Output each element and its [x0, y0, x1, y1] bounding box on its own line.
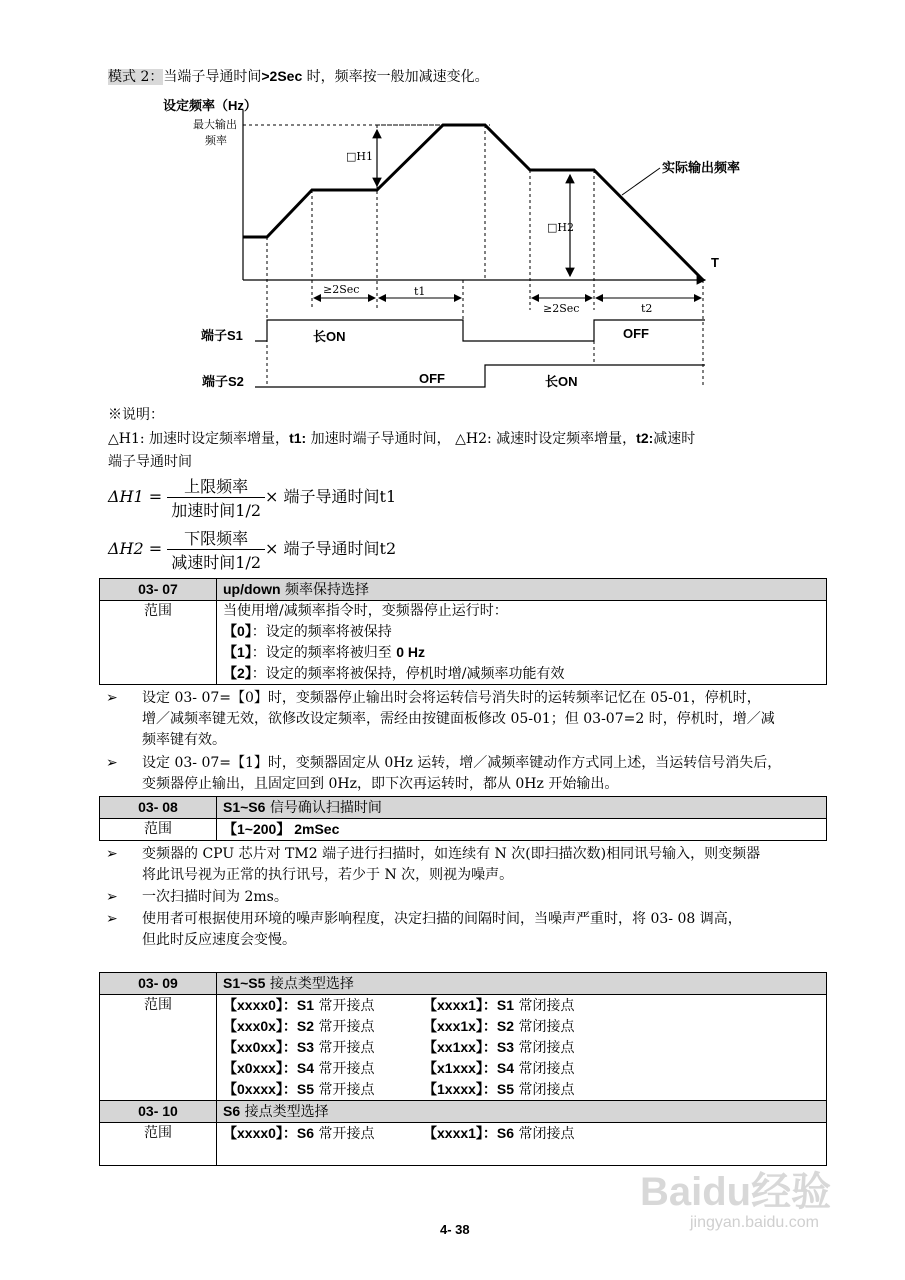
note-0308-0: ➢ 变频器的 CPU 芯片对 TM2 端子进行扫描时，如连续有 N 次(即扫描次数)相同讯号输入，则变频器 将此讯号视为正常的执行讯号，若少于 N 次，则视为噪声。 [106, 846, 761, 883]
watermark-url: jingyan.baidu.com [690, 1214, 819, 1231]
s2-label: 端子S2 [202, 374, 244, 389]
s2-waveform [255, 365, 705, 387]
actual-output-label: 实际输出频率 [662, 160, 741, 175]
note-0307-1: ➢ 设定 03- 07=【1】时，变频器固定从 0Hz 运转，增／减频率键动作方式同上述，当运转信号消失后， 变频器停止输出，且固定回到 0Hz，即下次再运转时，都从 0Hz 开始输出。 [106, 755, 782, 792]
param-table-0309-0310: 03- 09 S1~S5 接点类型选择 范围 【xxxx0】：S1 常开接点 【xxxx1】：S1 常闭接点 【xxx0x】：S2 常开接点 【xxx1x】：S2 常闭接点 【xx0xx】：S3 常开接点 【xx1xx】：S3 常闭接点 【x0xxx】：S4 常开接点 【x1xxx】：S4 常闭接点 【0xxxx】：S5 常开接点 【1xxxx】：S5 常闭接点 03- 10 S6 接点类型选择 范围 【xxxx0】：S6 常开接点 【xxxx1】：S6 常闭接点 [99, 972, 827, 1166]
note-0308-2: ➢ 使用者可根据使用环境的噪声影响程度，决定扫描的间隔时间，当噪声严重时，将 03- 08 调高， 但此时反应速度会变慢。 [106, 911, 742, 948]
mode-label: 模式 2： [108, 69, 164, 85]
formula-dh1: ΔH1 = $\frac{\text{上限频率}}{\text{加速时间1/2}}$ × 端子导通时间t1 [108, 474, 396, 521]
formula-dh2: ΔH2 = $\frac{\text{下限频率}}{\text{减速时间1/2}}$ × 端子导通时间t2 [108, 526, 396, 573]
param-table-0308: 03- 08 S1~S6 信号确认扫描时间 范围 【1~200】 2mSec [99, 796, 827, 841]
page-number: 4- 38 [440, 1222, 470, 1237]
dh2-label: □H2 [547, 221, 574, 234]
intro-line: 模式 2：当端子导通时间>2Sec 时，频率按一般加减速变化。 [108, 68, 489, 85]
s1-label: 端子S1 [201, 328, 243, 343]
frequency-timing-diagram [0, 0, 905, 400]
watermark-logo: Baidu经验 [640, 1170, 832, 1214]
dh1-label: □H1 [346, 150, 373, 163]
param-table-0307: 03- 07 up/down 频率保持选择 范围 当使用增/减频率指令时，变频器停止运行时： 【0】：设定的频率将被保持 【1】：设定的频率将被归至 0 Hz 【2】：设定的频率将被保持，停机时增/减频率功能有效 [99, 578, 827, 685]
note-0307-0: ➢ 设定 03- 07=【0】时，变频器停止输出时会将运转信号消失时的运转频率记忆在 05-01，停机时， 增／减频率键无效，欲修改设定频率，需经由按键面板修改 05-01；但 03-07=2 时，停机时，增／减 频率键有效。 [106, 690, 775, 748]
y-axis-label: 设定频率（Hz） [163, 98, 257, 113]
explanation-line-1: △H1: 加速时设定频率增量，t1: 加速时端子导通时间， △H2: 减速时设定频率增量，t2:减速时 [108, 430, 696, 447]
explanation-title: ※说明： [108, 407, 164, 423]
note-0308-1: ➢ 一次扫描时间为 2ms。 [106, 889, 288, 905]
t-axis-label: T [711, 255, 719, 270]
